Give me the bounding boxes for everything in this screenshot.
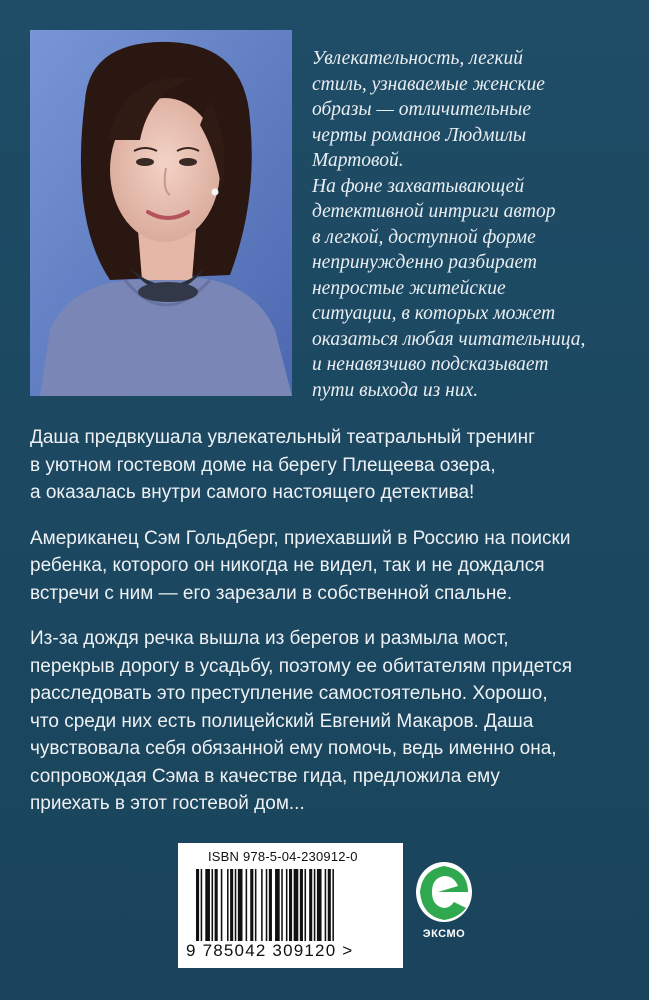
description-line: сопровождая Сэма в качестве гида, предложила ему bbox=[30, 765, 500, 787]
barcode-stripe bbox=[325, 869, 327, 941]
eksmo-logo-icon bbox=[412, 858, 476, 926]
description-line: в уютном гостевом доме на берегу Плещеева озера, bbox=[30, 454, 496, 476]
isbn-label: ISBN 978-5-04-230912-0 bbox=[208, 849, 358, 864]
description-line: перекрыв дорогу в усадьбу, поэтому ее обитателям придется bbox=[30, 655, 572, 677]
barcode-stripe bbox=[246, 869, 248, 941]
barcode-stripe bbox=[261, 869, 263, 941]
publisher-name: ЭКСМО bbox=[422, 928, 466, 940]
barcode-stripe bbox=[294, 869, 299, 941]
barcode-stripe bbox=[332, 869, 334, 941]
barcode-stripe bbox=[317, 869, 322, 941]
description-paragraph-3 bbox=[30, 625, 630, 818]
description-line: расследовать это преступление самостоятельно. Хорошо, bbox=[30, 683, 548, 704]
barcode-stripe bbox=[201, 869, 203, 941]
barcode-stripe bbox=[300, 869, 303, 941]
blurb-line: непростые житейские bbox=[312, 277, 506, 299]
barcode-stripe bbox=[269, 869, 272, 941]
author-blurb bbox=[312, 46, 632, 403]
blurb-line: непринужденно разбирает bbox=[312, 252, 537, 273]
blurb-line: черты романов Людмилы bbox=[312, 124, 527, 146]
description-line: встречи с ним — его зарезали в собственной спальне. bbox=[30, 582, 513, 604]
blurb-line: стиль, узнаваемые женские bbox=[312, 73, 545, 95]
blurb-line: Увлекательность, легкий bbox=[312, 48, 523, 69]
blurb-line: оказаться любая читательница, bbox=[312, 328, 586, 350]
description-line: Из-за дождя речка вышла из берегов и размыла мост, bbox=[30, 628, 509, 649]
description-line: что среди них есть полицейский Евгений Макаров. Даша bbox=[30, 710, 534, 732]
isbn-barcode bbox=[178, 843, 403, 968]
barcode-digits: 9 785042 309120 > bbox=[186, 941, 354, 960]
blurb-line: На фоне захватывающей bbox=[312, 175, 525, 197]
description-line: ребенка, которого он никогда не видел, так и не дождался bbox=[30, 555, 545, 576]
barcode-stripe bbox=[205, 869, 210, 941]
description-line: Даша предвкушала увлекательный театральный тренинг bbox=[30, 427, 536, 448]
description-paragraph-1 bbox=[30, 424, 630, 507]
blurb-line: Мартовой. bbox=[312, 150, 404, 171]
blurb-line: и ненавязчиво подсказывает bbox=[312, 354, 549, 375]
barcode-stripe bbox=[266, 869, 268, 941]
barcode-stripe bbox=[305, 869, 307, 941]
barcode-stripe bbox=[235, 869, 237, 941]
blurb-line: пути выхода из них. bbox=[312, 379, 479, 401]
barcode-stripe bbox=[281, 869, 283, 941]
description-line: Американец Сэм Гольдберг, приехавший в Россию на поиски bbox=[30, 527, 571, 549]
barcode-stripe bbox=[238, 869, 243, 941]
barcode-stripe bbox=[309, 869, 312, 941]
description-line: чувствовала себя обязанной ему помочь, ведь именно она, bbox=[30, 738, 557, 759]
barcode-stripe bbox=[196, 869, 199, 941]
barcode-stripe bbox=[289, 869, 292, 941]
blurb-line: ситуации, в которых может bbox=[312, 303, 556, 324]
barcode-stripe bbox=[215, 869, 218, 941]
blurb-line: детективной интриги автор bbox=[312, 201, 556, 222]
description-line: приехать в этот гостевой дом... bbox=[30, 793, 305, 814]
description-line: а оказалась внутри самого настоящего детектива! bbox=[30, 482, 475, 503]
barcode-stripe bbox=[286, 869, 288, 941]
barcode-stripe bbox=[275, 869, 280, 941]
blurb-line: образы — отличительные bbox=[312, 99, 532, 120]
barcode-stripe bbox=[255, 869, 257, 941]
barcode-stripe bbox=[212, 869, 214, 941]
author-photo bbox=[30, 30, 292, 396]
barcode-stripe bbox=[314, 869, 316, 941]
description-paragraph-2 bbox=[30, 525, 630, 608]
barcode-stripe bbox=[230, 869, 233, 941]
book-description bbox=[30, 424, 630, 836]
barcode-stripe bbox=[328, 869, 331, 941]
blurb-line: в легкой, доступной форме bbox=[312, 226, 536, 248]
barcode-bars bbox=[196, 869, 381, 941]
barcode-stripe bbox=[227, 869, 229, 941]
barcode-stripe bbox=[250, 869, 253, 941]
barcode-stripe bbox=[221, 869, 223, 941]
